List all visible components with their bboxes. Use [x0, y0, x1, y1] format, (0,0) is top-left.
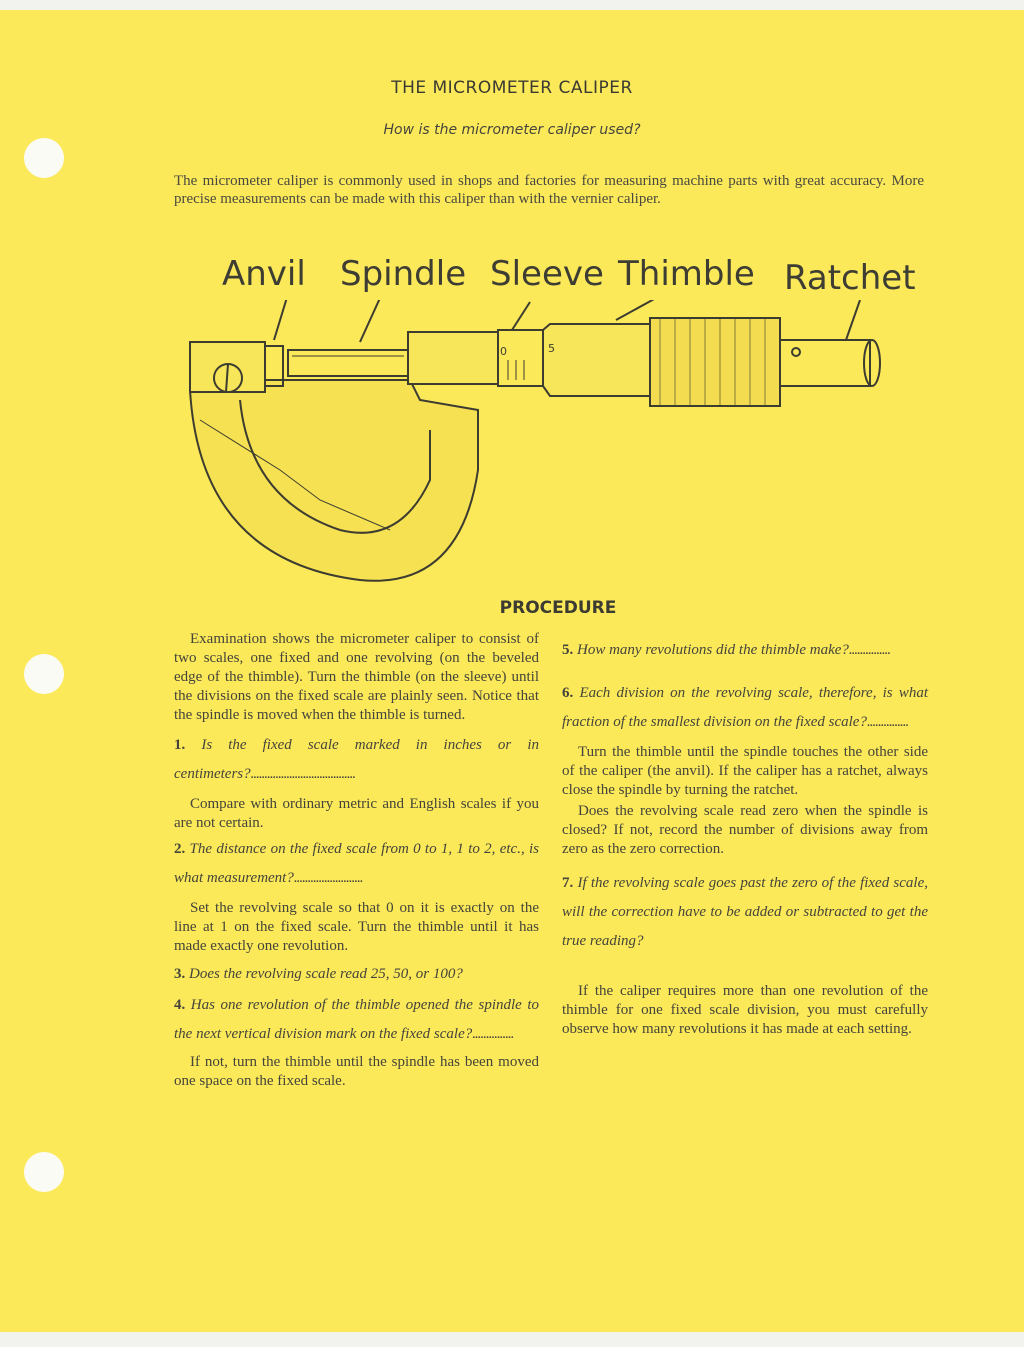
- micrometer-diagram: [160, 300, 900, 595]
- anvil-leader: [274, 300, 288, 340]
- sleeve-leader: [512, 302, 530, 330]
- binder-hole: [24, 654, 64, 694]
- scale-mark-0: 0: [500, 345, 507, 358]
- procedure-heading: PROCEDURE: [499, 598, 617, 618]
- question-number: 4.: [174, 997, 186, 1013]
- spindle: [288, 350, 408, 376]
- procedure-paragraph: If the caliper requires more than one revolution of the thimble for one fixed scale division, you must carefully observe how many revolutions it has made at each setting.: [562, 983, 928, 1037]
- question-2: [174, 835, 539, 893]
- procedure-paragraph: Examination shows the micrometer caliper to consist of two scales, one fixed and one revolving (on the beveled edge of the thimble). Turn the thimble (on the sleeve) until the divisions on the fixed scale are plainly seen. Notice that the spindle is moved when the thimble is turned.: [174, 631, 539, 723]
- procedure-paragraph: Turn the thimble until the spindle touches the other side of the caliper (the anvil). If the caliper has a ratchet, always close the spindle by turning the ratchet.: [562, 744, 928, 798]
- thimble-knurl: [650, 318, 780, 406]
- question-text: Does the revolving scale read 25, 50, or 100?: [189, 966, 463, 982]
- question-number: 6.: [562, 685, 574, 701]
- ratchet-cap: [864, 340, 880, 386]
- question-text: Is the fixed scale marked in inches or in centimeters?: [174, 737, 540, 782]
- scale-mark-5: 5: [548, 342, 555, 355]
- thimble: [543, 324, 650, 396]
- ratchet: [780, 340, 870, 386]
- intro-paragraph: The micrometer caliper is commonly used in shops and factories for measuring machine parts with great accuracy. More precise measurements can be made with this caliper than with the vernier caliper.: [174, 173, 924, 207]
- question-6: [562, 679, 928, 737]
- spindle-barrel: [408, 332, 498, 384]
- ratchet-pin: [792, 348, 800, 356]
- answer-blank[interactable]: .........................: [293, 870, 363, 886]
- procedure-paragraph: Does the revolving scale read zero when the spindle is closed? If not, record the number of divisions away from zero as the zero correction.: [562, 803, 928, 857]
- left-column: [174, 630, 539, 1091]
- question-number: 1.: [174, 737, 186, 753]
- page-subtitle: How is the micrometer caliper used?: [383, 122, 641, 138]
- procedure-paragraph: Set the revolving scale so that 0 on it is exactly on the line at 1 on the fixed scale. Turn the thimble until it has made exactly one revolution.: [174, 900, 539, 954]
- ratchet-leader: [846, 300, 860, 340]
- question-number: 2.: [174, 841, 186, 857]
- answer-blank[interactable]: ......................................: [250, 766, 356, 782]
- answer-blank[interactable]: ...............: [848, 642, 891, 658]
- procedure-paragraph: Compare with ordinary metric and English scales if you are not certain.: [174, 796, 539, 831]
- question-text: If the revolving scale goes past the zero of the fixed scale, will the correction have to be added or subtracted to get the true reading?: [562, 875, 929, 949]
- question-text: Each division on the revolving scale, therefore, is what fraction of the smallest division on the fixed scale?: [562, 685, 928, 730]
- answer-blank[interactable]: ...............: [472, 1026, 514, 1042]
- procedure-paragraph: If not, turn the thimble until the spindle has been moved one space on the fixed scale.: [174, 1054, 539, 1089]
- question-7: [562, 869, 928, 956]
- question-number: 7.: [562, 875, 574, 891]
- label-ratchet: Ratchet: [784, 258, 916, 298]
- question-5: [562, 636, 928, 665]
- question-number: 3.: [174, 966, 186, 982]
- question-4: [174, 991, 539, 1049]
- question-text: The distance on the fixed scale from 0 to 1, 1 to 2, etc., is what measurement?: [174, 841, 540, 886]
- question-number: 5.: [562, 642, 574, 658]
- binder-hole: [24, 1152, 64, 1192]
- binder-hole: [24, 138, 64, 178]
- question-1: [174, 731, 539, 789]
- question-text: Has one revolution of the thimble opened the spindle to the next vertical division mark on the fixed scale?: [174, 997, 539, 1042]
- page-title: THE MICROMETER CALIPER: [391, 78, 633, 98]
- sleeve: [498, 330, 543, 386]
- spindle-leader: [360, 300, 380, 342]
- answer-blank[interactable]: ...............: [866, 714, 909, 730]
- label-anvil: Anvil: [222, 254, 306, 294]
- label-sleeve: Sleeve: [490, 254, 604, 294]
- question-text: How many revolutions did the thimble make?: [577, 642, 849, 658]
- question-3: [174, 960, 539, 989]
- label-thimble: Thimble: [618, 254, 755, 294]
- right-column: [562, 636, 928, 1039]
- label-spindle: Spindle: [340, 254, 467, 294]
